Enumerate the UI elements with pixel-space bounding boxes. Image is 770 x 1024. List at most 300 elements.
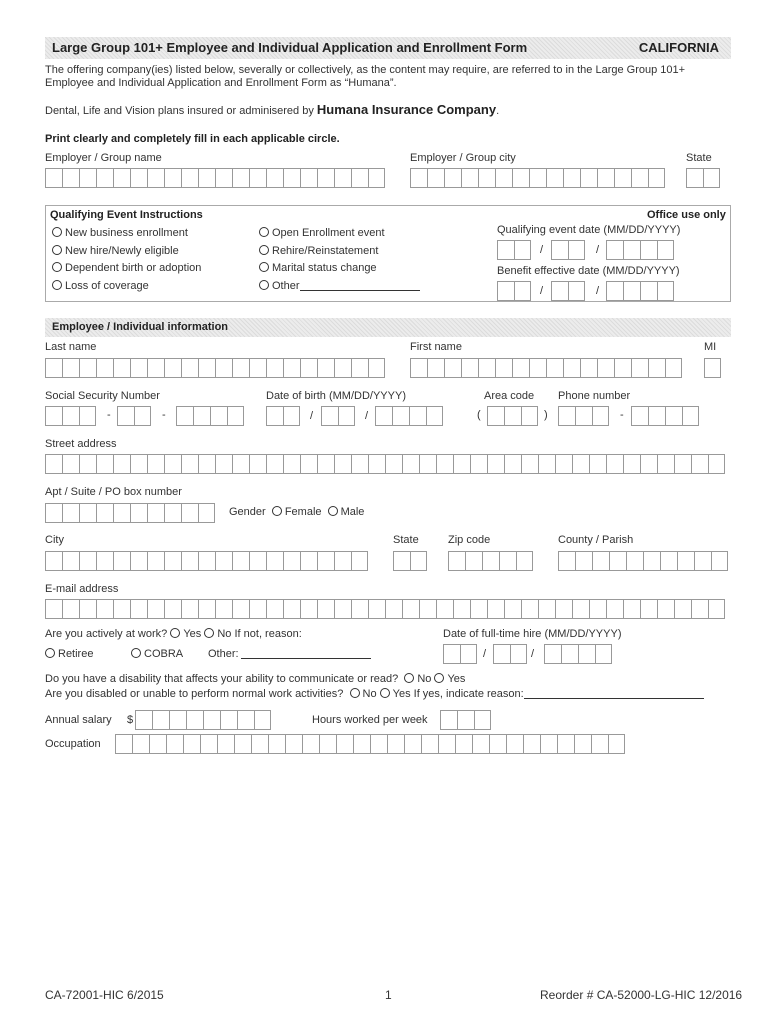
char-box[interactable] — [249, 454, 266, 474]
char-box[interactable] — [493, 644, 510, 664]
char-box[interactable] — [694, 551, 711, 571]
char-box[interactable] — [79, 503, 96, 523]
radio-male-icon[interactable] — [328, 506, 338, 516]
char-box[interactable] — [147, 168, 164, 188]
radio-icon[interactable] — [52, 245, 62, 255]
char-box[interactable] — [45, 406, 62, 426]
char-box[interactable] — [482, 551, 499, 571]
char-box[interactable] — [115, 734, 132, 754]
char-box[interactable] — [640, 281, 657, 301]
char-box[interactable] — [79, 406, 96, 426]
char-box[interactable] — [591, 734, 608, 754]
char-box[interactable] — [444, 358, 461, 378]
char-box[interactable] — [686, 168, 703, 188]
char-box[interactable] — [444, 168, 461, 188]
char-box[interactable] — [249, 168, 266, 188]
char-box[interactable] — [643, 551, 660, 571]
char-box[interactable] — [254, 710, 271, 730]
char-box[interactable] — [181, 358, 198, 378]
qualifying-year-boxes[interactable] — [606, 240, 674, 260]
char-box[interactable] — [640, 454, 657, 474]
char-box[interactable] — [614, 168, 631, 188]
char-box[interactable] — [130, 503, 147, 523]
char-box[interactable] — [402, 599, 419, 619]
char-box[interactable] — [232, 454, 249, 474]
hire-day-boxes[interactable] — [493, 644, 527, 664]
option-rehire[interactable]: Rehire/Reinstatement — [259, 245, 378, 257]
char-box[interactable] — [568, 240, 585, 260]
char-box[interactable] — [472, 734, 489, 754]
char-box[interactable] — [538, 454, 555, 474]
char-box[interactable] — [283, 168, 300, 188]
char-box[interactable] — [130, 454, 147, 474]
char-box[interactable] — [631, 406, 648, 426]
char-box[interactable] — [96, 503, 113, 523]
char-box[interactable] — [660, 551, 677, 571]
char-box[interactable] — [147, 551, 164, 571]
char-box[interactable] — [232, 551, 249, 571]
char-box[interactable] — [674, 454, 691, 474]
char-box[interactable] — [575, 551, 592, 571]
char-box[interactable] — [375, 406, 392, 426]
radio-yes-icon[interactable] — [380, 688, 390, 698]
char-box[interactable] — [164, 599, 181, 619]
char-box[interactable] — [300, 599, 317, 619]
char-box[interactable] — [283, 358, 300, 378]
char-box[interactable] — [164, 551, 181, 571]
char-box[interactable] — [580, 168, 597, 188]
char-box[interactable] — [45, 168, 62, 188]
char-box[interactable] — [516, 551, 533, 571]
apt-boxes[interactable] — [45, 503, 215, 523]
char-box[interactable] — [465, 551, 482, 571]
char-box[interactable] — [317, 454, 334, 474]
radio-icon[interactable] — [131, 648, 141, 658]
char-box[interactable] — [606, 281, 623, 301]
char-box[interactable] — [198, 503, 215, 523]
benefit-month-boxes[interactable] — [497, 281, 531, 301]
char-box[interactable] — [302, 734, 319, 754]
char-box[interactable] — [300, 358, 317, 378]
char-box[interactable] — [682, 406, 699, 426]
char-box[interactable] — [595, 644, 612, 664]
char-box[interactable] — [657, 454, 674, 474]
char-box[interactable] — [234, 734, 251, 754]
char-box[interactable] — [512, 358, 529, 378]
char-box[interactable] — [674, 599, 691, 619]
char-box[interactable] — [402, 454, 419, 474]
char-box[interactable] — [704, 358, 721, 378]
benefit-day-boxes[interactable] — [551, 281, 585, 301]
char-box[interactable] — [392, 406, 409, 426]
char-box[interactable] — [193, 406, 210, 426]
char-box[interactable] — [79, 168, 96, 188]
char-box[interactable] — [134, 406, 151, 426]
char-box[interactable] — [443, 644, 460, 664]
char-box[interactable] — [147, 358, 164, 378]
char-box[interactable] — [237, 710, 254, 730]
char-box[interactable] — [495, 358, 512, 378]
char-box[interactable] — [147, 503, 164, 523]
char-box[interactable] — [181, 454, 198, 474]
char-box[interactable] — [563, 358, 580, 378]
option-new-business[interactable]: New business enrollment — [52, 227, 188, 239]
char-box[interactable] — [393, 551, 410, 571]
char-box[interactable] — [181, 503, 198, 523]
char-box[interactable] — [334, 358, 351, 378]
char-box[interactable] — [266, 454, 283, 474]
char-box[interactable] — [368, 454, 385, 474]
qualifying-month-boxes[interactable] — [497, 240, 531, 260]
char-box[interactable] — [268, 734, 285, 754]
char-box[interactable] — [640, 599, 657, 619]
char-box[interactable] — [181, 551, 198, 571]
char-box[interactable] — [198, 454, 215, 474]
char-box[interactable] — [351, 599, 368, 619]
char-box[interactable] — [338, 406, 355, 426]
char-box[interactable] — [438, 734, 455, 754]
option-other[interactable]: Other — [259, 280, 420, 292]
char-box[interactable] — [555, 599, 572, 619]
char-box[interactable] — [385, 454, 402, 474]
char-box[interactable] — [461, 358, 478, 378]
char-box[interactable] — [608, 734, 625, 754]
char-box[interactable] — [135, 710, 152, 730]
char-box[interactable] — [640, 240, 657, 260]
char-box[interactable] — [169, 710, 186, 730]
char-box[interactable] — [353, 734, 370, 754]
option-marital-change[interactable]: Marital status change — [259, 262, 377, 274]
char-box[interactable] — [164, 454, 181, 474]
zip-boxes[interactable] — [448, 551, 533, 571]
char-box[interactable] — [198, 358, 215, 378]
char-box[interactable] — [79, 551, 96, 571]
char-box[interactable] — [45, 358, 62, 378]
char-box[interactable] — [334, 551, 351, 571]
char-box[interactable] — [572, 454, 589, 474]
char-box[interactable] — [149, 734, 166, 754]
char-box[interactable] — [623, 599, 640, 619]
char-box[interactable] — [665, 358, 682, 378]
hire-month-boxes[interactable] — [443, 644, 477, 664]
char-box[interactable] — [334, 599, 351, 619]
option-cobra[interactable]: COBRA — [131, 648, 183, 660]
char-box[interactable] — [130, 168, 147, 188]
salary-boxes[interactable] — [135, 710, 271, 730]
char-box[interactable] — [317, 168, 334, 188]
char-box[interactable] — [551, 240, 568, 260]
option-new-hire[interactable]: New hire/Newly eligible — [52, 245, 179, 257]
char-box[interactable] — [514, 240, 531, 260]
char-box[interactable] — [470, 599, 487, 619]
dob-day-boxes[interactable] — [321, 406, 355, 426]
char-box[interactable] — [210, 406, 227, 426]
ssn-area-boxes[interactable] — [45, 406, 96, 426]
char-box[interactable] — [453, 454, 470, 474]
char-box[interactable] — [96, 599, 113, 619]
last-name-boxes[interactable] — [45, 358, 385, 378]
char-box[interactable] — [575, 406, 592, 426]
char-box[interactable] — [436, 599, 453, 619]
char-box[interactable] — [164, 168, 181, 188]
char-box[interactable] — [351, 358, 368, 378]
char-box[interactable] — [703, 168, 720, 188]
char-box[interactable] — [523, 734, 540, 754]
char-box[interactable] — [648, 168, 665, 188]
radio-icon[interactable] — [52, 227, 62, 237]
char-box[interactable] — [487, 406, 504, 426]
char-box[interactable] — [436, 454, 453, 474]
char-box[interactable] — [132, 734, 149, 754]
char-box[interactable] — [232, 599, 249, 619]
radio-icon[interactable] — [259, 227, 269, 237]
hours-boxes[interactable] — [440, 710, 491, 730]
char-box[interactable] — [45, 503, 62, 523]
char-box[interactable] — [215, 168, 232, 188]
char-box[interactable] — [385, 599, 402, 619]
char-box[interactable] — [504, 599, 521, 619]
char-box[interactable] — [551, 281, 568, 301]
char-box[interactable] — [334, 168, 351, 188]
char-box[interactable] — [487, 599, 504, 619]
char-box[interactable] — [215, 599, 232, 619]
char-box[interactable] — [574, 734, 591, 754]
char-box[interactable] — [62, 406, 79, 426]
char-box[interactable] — [336, 734, 353, 754]
char-box[interactable] — [164, 358, 181, 378]
char-box[interactable] — [568, 281, 585, 301]
char-box[interactable] — [215, 551, 232, 571]
char-box[interactable] — [546, 168, 563, 188]
char-box[interactable] — [421, 734, 438, 754]
char-box[interactable] — [79, 454, 96, 474]
char-box[interactable] — [317, 358, 334, 378]
char-box[interactable] — [152, 710, 169, 730]
char-box[interactable] — [351, 168, 368, 188]
char-box[interactable] — [470, 454, 487, 474]
other-reason[interactable]: Other: — [208, 648, 371, 660]
char-box[interactable] — [521, 406, 538, 426]
char-box[interactable] — [631, 358, 648, 378]
char-box[interactable] — [657, 240, 674, 260]
char-box[interactable] — [113, 503, 130, 523]
char-box[interactable] — [606, 454, 623, 474]
char-box[interactable] — [198, 551, 215, 571]
char-box[interactable] — [181, 599, 198, 619]
char-box[interactable] — [300, 168, 317, 188]
char-box[interactable] — [130, 599, 147, 619]
char-box[interactable] — [186, 710, 203, 730]
char-box[interactable] — [45, 454, 62, 474]
char-box[interactable] — [113, 551, 130, 571]
char-box[interactable] — [96, 454, 113, 474]
char-box[interactable] — [368, 599, 385, 619]
char-box[interactable] — [487, 454, 504, 474]
char-box[interactable] — [589, 599, 606, 619]
char-box[interactable] — [538, 599, 555, 619]
char-box[interactable] — [461, 168, 478, 188]
char-box[interactable] — [45, 551, 62, 571]
radio-icon[interactable] — [259, 280, 269, 290]
char-box[interactable] — [589, 454, 606, 474]
char-box[interactable] — [504, 406, 521, 426]
char-box[interactable] — [440, 710, 457, 730]
char-box[interactable] — [592, 551, 609, 571]
char-box[interactable] — [96, 551, 113, 571]
employer-name-boxes[interactable] — [45, 168, 385, 188]
yes-reason-line[interactable] — [524, 688, 704, 699]
radio-icon[interactable] — [259, 245, 269, 255]
occupation-boxes[interactable] — [115, 734, 625, 754]
char-box[interactable] — [130, 551, 147, 571]
other-reason-line[interactable] — [241, 648, 371, 659]
char-box[interactable] — [266, 168, 283, 188]
char-box[interactable] — [113, 358, 130, 378]
char-box[interactable] — [561, 644, 578, 664]
char-box[interactable] — [510, 644, 527, 664]
char-box[interactable] — [512, 168, 529, 188]
ssn-serial-boxes[interactable] — [176, 406, 244, 426]
char-box[interactable] — [334, 454, 351, 474]
char-box[interactable] — [614, 358, 631, 378]
char-box[interactable] — [215, 454, 232, 474]
char-box[interactable] — [351, 454, 368, 474]
char-box[interactable] — [300, 551, 317, 571]
char-box[interactable] — [317, 551, 334, 571]
radio-yes-icon[interactable] — [434, 673, 444, 683]
char-box[interactable] — [514, 281, 531, 301]
char-box[interactable] — [215, 358, 232, 378]
char-box[interactable] — [319, 734, 336, 754]
char-box[interactable] — [62, 551, 79, 571]
char-box[interactable] — [62, 358, 79, 378]
char-box[interactable] — [181, 168, 198, 188]
char-box[interactable] — [117, 406, 134, 426]
county-boxes[interactable] — [558, 551, 728, 571]
char-box[interactable] — [521, 454, 538, 474]
dob-month-boxes[interactable] — [266, 406, 300, 426]
char-box[interactable] — [597, 168, 614, 188]
char-box[interactable] — [321, 406, 338, 426]
char-box[interactable] — [164, 503, 181, 523]
radio-icon[interactable] — [52, 262, 62, 272]
radio-icon[interactable] — [45, 648, 55, 658]
char-box[interactable] — [251, 734, 268, 754]
char-box[interactable] — [657, 599, 674, 619]
char-box[interactable] — [489, 734, 506, 754]
char-box[interactable] — [200, 734, 217, 754]
char-box[interactable] — [147, 599, 164, 619]
char-box[interactable] — [351, 551, 368, 571]
char-box[interactable] — [419, 454, 436, 474]
char-box[interactable] — [62, 503, 79, 523]
char-box[interactable] — [497, 240, 514, 260]
char-box[interactable] — [592, 406, 609, 426]
char-box[interactable] — [711, 551, 728, 571]
char-box[interactable] — [540, 734, 557, 754]
char-box[interactable] — [606, 240, 623, 260]
area-code-boxes[interactable] — [487, 406, 538, 426]
street-boxes[interactable] — [45, 454, 725, 474]
char-box[interactable] — [249, 551, 266, 571]
phone-prefix-boxes[interactable] — [558, 406, 609, 426]
char-box[interactable] — [544, 644, 561, 664]
char-box[interactable] — [495, 168, 512, 188]
char-box[interactable] — [557, 734, 574, 754]
char-box[interactable] — [409, 406, 426, 426]
char-box[interactable] — [249, 599, 266, 619]
char-box[interactable] — [283, 551, 300, 571]
char-box[interactable] — [478, 168, 495, 188]
char-box[interactable] — [499, 551, 516, 571]
char-box[interactable] — [623, 240, 640, 260]
char-box[interactable] — [370, 734, 387, 754]
ssn-group-boxes[interactable] — [117, 406, 151, 426]
char-box[interactable] — [387, 734, 404, 754]
option-open-enrollment[interactable]: Open Enrollment event — [259, 227, 385, 239]
char-box[interactable] — [648, 406, 665, 426]
char-box[interactable] — [410, 551, 427, 571]
phone-line-boxes[interactable] — [631, 406, 699, 426]
char-box[interactable] — [220, 710, 237, 730]
char-box[interactable] — [691, 599, 708, 619]
char-box[interactable] — [597, 358, 614, 378]
char-box[interactable] — [113, 168, 130, 188]
mi-box[interactable] — [704, 358, 721, 378]
char-box[interactable] — [283, 406, 300, 426]
char-box[interactable] — [198, 168, 215, 188]
char-box[interactable] — [657, 281, 674, 301]
char-box[interactable] — [529, 358, 546, 378]
char-box[interactable] — [427, 358, 444, 378]
char-box[interactable] — [691, 454, 708, 474]
radio-icon[interactable] — [259, 262, 269, 272]
char-box[interactable] — [623, 454, 640, 474]
char-box[interactable] — [266, 551, 283, 571]
char-box[interactable] — [460, 644, 477, 664]
other-line[interactable] — [300, 280, 420, 291]
char-box[interactable] — [368, 358, 385, 378]
char-box[interactable] — [79, 599, 96, 619]
char-box[interactable] — [677, 551, 694, 571]
char-box[interactable] — [62, 599, 79, 619]
char-box[interactable] — [96, 358, 113, 378]
char-box[interactable] — [631, 168, 648, 188]
char-box[interactable] — [455, 734, 472, 754]
char-box[interactable] — [176, 406, 193, 426]
char-box[interactable] — [558, 406, 575, 426]
employer-city-boxes[interactable] — [410, 168, 665, 188]
char-box[interactable] — [266, 358, 283, 378]
char-box[interactable] — [266, 406, 283, 426]
option-loss-coverage[interactable]: Loss of coverage — [52, 280, 149, 292]
char-box[interactable] — [317, 599, 334, 619]
char-box[interactable] — [555, 454, 572, 474]
char-box[interactable] — [453, 599, 470, 619]
radio-no-icon[interactable] — [204, 628, 214, 638]
char-box[interactable] — [183, 734, 200, 754]
char-box[interactable] — [166, 734, 183, 754]
char-box[interactable] — [626, 551, 643, 571]
char-box[interactable] — [283, 599, 300, 619]
char-box[interactable] — [249, 358, 266, 378]
dob-year-boxes[interactable] — [375, 406, 443, 426]
char-box[interactable] — [96, 168, 113, 188]
char-box[interactable] — [79, 358, 96, 378]
char-box[interactable] — [572, 599, 589, 619]
option-dependent-birth[interactable]: Dependent birth or adoption — [52, 262, 201, 274]
char-box[interactable] — [266, 599, 283, 619]
